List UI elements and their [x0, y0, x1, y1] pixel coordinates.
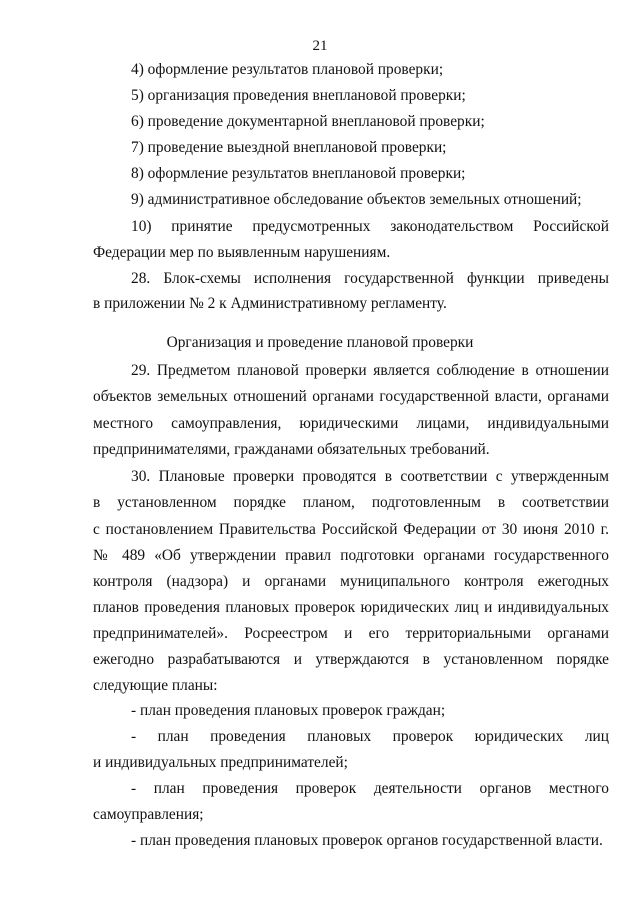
text-line: местного самоуправления, юридическими лицами, индивидуальными: [93, 415, 609, 432]
text-line: 9) административное обследование объектов земельных отношений;: [131, 191, 582, 208]
text-line: № 489 «Об утверждении правил подготовки органами государственного: [93, 547, 609, 564]
text-line: 30. Плановые проверки проводятся в соответствии с утвержденным: [131, 468, 609, 485]
text-line: 6) проведение документарной внеплановой проверки;: [131, 113, 485, 130]
text-line: 7) проведение выездной внеплановой проверки;: [131, 139, 447, 156]
text-line: в установленном порядке планом, подготовленным в соответствии: [93, 494, 609, 511]
text-line: в приложении № 2 к Административному регламенту.: [93, 295, 447, 312]
text-line: - план проведения плановых проверок юридических лиц: [131, 728, 609, 745]
text-line: ежегодно разрабатываются и утверждаются в установленном порядке: [93, 651, 609, 668]
text-line: предпринимателей». Росреестром и его территориальными органами: [93, 625, 609, 642]
text-line: 5) организация проведения внеплановой проверки;: [131, 87, 466, 104]
text-line: 28. Блок-схемы исполнения государственной функции приведены: [131, 270, 609, 287]
text-line: контроля (надзора) и органами муниципального контроля ежегодных: [93, 573, 609, 590]
text-line: 4) оформление результатов плановой проверки;: [131, 61, 444, 78]
text-line: следующие планы:: [93, 677, 218, 694]
text-line: предпринимателями, гражданами обязательных требований.: [93, 441, 490, 458]
section-heading: Организация и проведение плановой проверки: [166, 334, 474, 351]
text-line: - план проведения плановых проверок органов государственной власти.: [131, 832, 603, 849]
text-line: 29. Предметом плановой проверки является соблюдение в отношении: [131, 362, 609, 379]
text-line: с постановлением Правительства Российской Федерации от 30 июня 2010 г.: [93, 521, 609, 538]
text-line: 8) оформление результатов внеплановой проверки;: [131, 165, 466, 182]
text-line: - план проведения проверок деятельности органов местного: [131, 780, 609, 797]
text-line: объектов земельных отношений органами государственной власти, органами: [93, 388, 609, 405]
text-line: самоуправления;: [93, 806, 204, 823]
text-line: планов проведения плановых проверок юридических лиц и индивидуальных: [93, 599, 609, 616]
text-line: 10) принятие предусмотренных законодательством Российской: [131, 218, 609, 235]
text-line: - план проведения плановых проверок граждан;: [131, 702, 446, 719]
text-line: Федерации мер по выявленным нарушениям.: [93, 244, 391, 261]
page-number: 21: [312, 38, 328, 54]
text-line: и индивидуальных предпринимателей;: [93, 754, 348, 771]
